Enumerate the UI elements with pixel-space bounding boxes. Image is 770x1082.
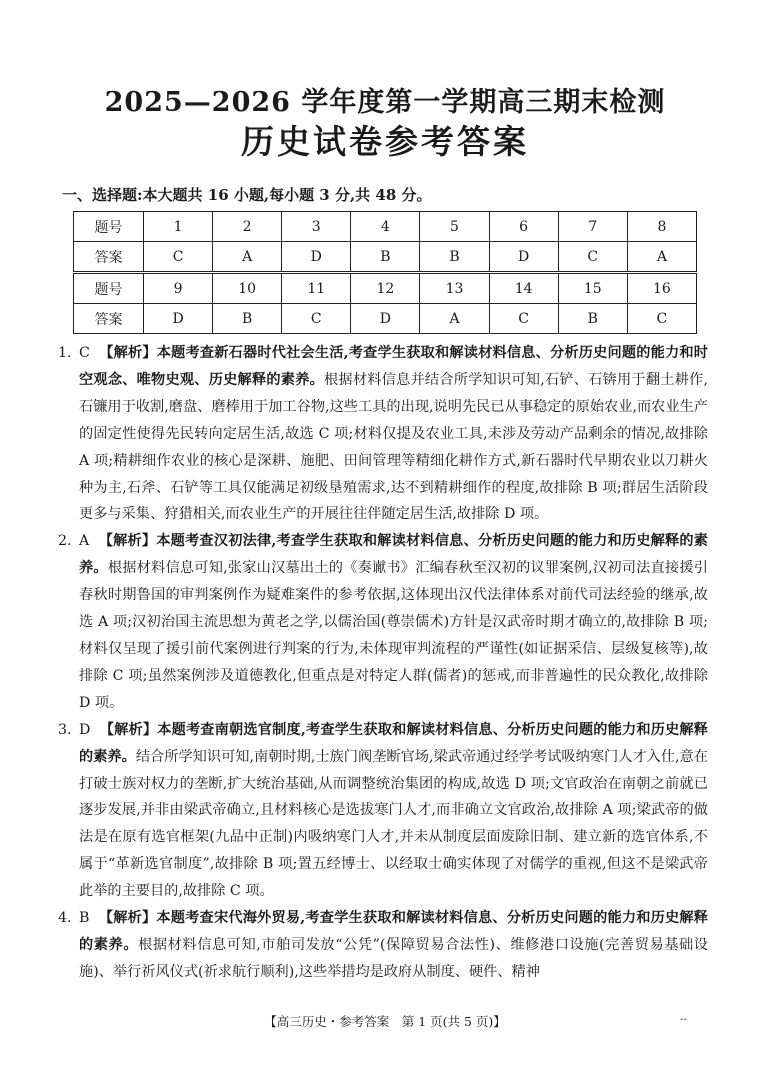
question-number-cell: 2 xyxy=(213,212,282,242)
question-number-cell: 14 xyxy=(489,273,558,304)
analysis-tag: 【解析】 xyxy=(98,533,157,550)
analysis-tag: 【解析】 xyxy=(99,345,157,361)
table-row-answers xyxy=(74,242,697,273)
explanation-item xyxy=(58,905,708,986)
item-number: 1. xyxy=(58,345,72,361)
row-label-number: 题号 xyxy=(74,212,144,242)
item-body: 根据材料信息可知,市舶司发放“公凭”(保障贸易合法性)、维修港口设施(完善贸易基础设施)、举行祈风仪式(祈求航行顺利),这些举措均是政府从制度、硬件、精神 xyxy=(79,936,708,980)
explanation-item xyxy=(58,528,708,716)
explanation-list xyxy=(58,340,708,986)
answer-cell: C xyxy=(489,304,558,334)
item-number: 2. xyxy=(58,533,72,550)
item-lead: 本题考查汉初法律,考查学生获取和解读材料信息、分析历史问题的能力和历史解释的素养。 xyxy=(79,533,708,577)
item-answer: A xyxy=(79,533,90,550)
row-label-answer: 答案 xyxy=(74,242,144,273)
question-number-cell: 8 xyxy=(627,212,696,242)
item-answer: B xyxy=(79,910,90,927)
explanation-item xyxy=(58,717,708,905)
row-label-number: 题号 xyxy=(74,273,144,304)
page-title-line2: 历史试卷参考答案 xyxy=(241,122,529,161)
answer-cell: B xyxy=(558,304,627,334)
answer-cell: C xyxy=(144,242,213,273)
item-number: 3. xyxy=(58,721,72,738)
item-answer: C xyxy=(79,345,90,361)
question-number-cell: 1 xyxy=(144,212,213,242)
question-number-cell: 7 xyxy=(558,212,627,242)
row-label-answer: 答案 xyxy=(74,304,144,334)
question-number-cell: 10 xyxy=(213,273,282,304)
question-number-cell: 11 xyxy=(282,273,351,304)
question-number-cell: 6 xyxy=(489,212,558,242)
answer-cell: C xyxy=(282,304,351,334)
table-row-numbers xyxy=(74,212,697,242)
answer-cell: A xyxy=(420,304,489,334)
answer-cell: C xyxy=(558,242,627,273)
table-row-numbers xyxy=(74,273,697,304)
table-row-answers xyxy=(74,304,697,334)
section-heading: 一、选择题:本大题共 16 小题,每小题 3 分,共 48 分。 xyxy=(62,186,432,204)
item-lead: 本题考查新石器时代社会生活,考查学生获取和解读材料信息、分析历史问题的能力和时空观念、唯物史观、历史解释的素养。 xyxy=(79,345,708,388)
answer-cell: D xyxy=(282,242,351,273)
question-number-cell: 4 xyxy=(351,212,420,242)
question-number-cell: 3 xyxy=(282,212,351,242)
question-number-cell: 13 xyxy=(420,273,489,304)
analysis-tag: 【解析】 xyxy=(98,910,157,927)
answer-cell: B xyxy=(213,304,282,334)
answer-cell: B xyxy=(420,242,489,273)
item-body: 根据材料信息可知,张家山汉墓出土的《奏谳书》汇编春秋至汉初的议罪案例,汉初司法直接援引春秋时期鲁国的审判案例作为疑难案件的参考依据,这体现出汉代法律体系对前代司法经验的继承,故选 A 项;汉初治国主流思想为黄老之学,以儒治国(尊崇儒术)方针是汉武帝时期才确立的,故排除 B 项;材料仅呈现了援引前代案例进行判案的行为,未体现审判流程的严谨性(如证据采信、层级复核等),故排除 C 项;虽然案例涉及道德教化,但重点是对特定人群(儒者)的惩戒,而非普遍性的民众教化,故排除 D 项。 xyxy=(79,560,708,711)
explanation-item xyxy=(58,340,708,528)
answer-cell: A xyxy=(627,242,696,273)
question-number-cell: 16 xyxy=(627,273,696,304)
answer-cell: B xyxy=(351,242,420,273)
question-number-cell: 5 xyxy=(420,212,489,242)
page-title-line1: 2025—2026 学年度第一学期高三期末检测 xyxy=(104,87,666,118)
page-footer: 【高三历史・参考答案 第 1 页(共 5 页)】 xyxy=(264,1014,506,1029)
item-body: 结合所学知识可知,南朝时期,士族门阀垄断官场,梁武帝通过经学考试吸纳寒门人才入仕,意在打破士族对权力的垄断,扩大统治基础,从而调整统治集团的构成,故选 D 项;文官政治在南朝之前就已逐步发展,并非由梁武帝确立,且材料核心是选拔寒门人才,而非确立文官政治,故排除 A 项;梁武帝的做法是在原有选官框架(九品中正制)内吸纳寒门人才,并未从制度层面废除旧制、建立新的选官体系,不属于“革新选官制度”,故排除 B 项;置五经博士、以经取士确实体现了对儒学的重视,但这不是梁武帝此举的主要目的,故排除 C 项。 xyxy=(79,748,708,900)
question-number-cell: 9 xyxy=(144,273,213,304)
item-answer: D xyxy=(79,721,91,738)
corner-mark: -- xyxy=(680,1014,687,1025)
question-number-cell: 12 xyxy=(351,273,420,304)
analysis-tag: 【解析】 xyxy=(99,721,158,738)
answer-table xyxy=(73,211,697,334)
item-lead: 本题考查南朝选官制度,考查学生获取和解读材料信息、分析历史问题的能力和历史解释的素养。 xyxy=(79,721,708,765)
question-number-cell: 15 xyxy=(558,273,627,304)
answer-cell: D xyxy=(144,304,213,334)
item-body: 根据材料信息并结合所学知识可知,石铲、石锛用于翻土耕作,石镰用于收割,磨盘、磨棒用于加工谷物,这些工具的出现,说明先民已从事稳定的原始农业,而农业生产的固定性使得先民转向定居生活,故选 C 项;材料仅提及农业工具,未涉及劳动产品剩余的情况,故排除 A 项;精耕细作农业的核心是深耕、施肥、田间管理等精细化耕作方式,新石器时代早期农业以刀耕火种为主,石斧、石铲等工具仅能满足初级垦殖需求,达不到精耕细作的程度,故排除 B 项;群居生活阶段更多与采集、狩猎相关,而农业生产的开展往往伴随定居生活,故排除 D 项。 xyxy=(79,371,708,523)
answer-cell: C xyxy=(627,304,696,334)
answer-cell: D xyxy=(351,304,420,334)
item-lead: 本题考查宋代海外贸易,考查学生获取和解读材料信息、分析历史问题的能力和历史解释的素养。 xyxy=(79,910,708,953)
answer-cell: D xyxy=(489,242,558,273)
item-number: 4. xyxy=(58,910,72,927)
answer-cell: A xyxy=(213,242,282,273)
